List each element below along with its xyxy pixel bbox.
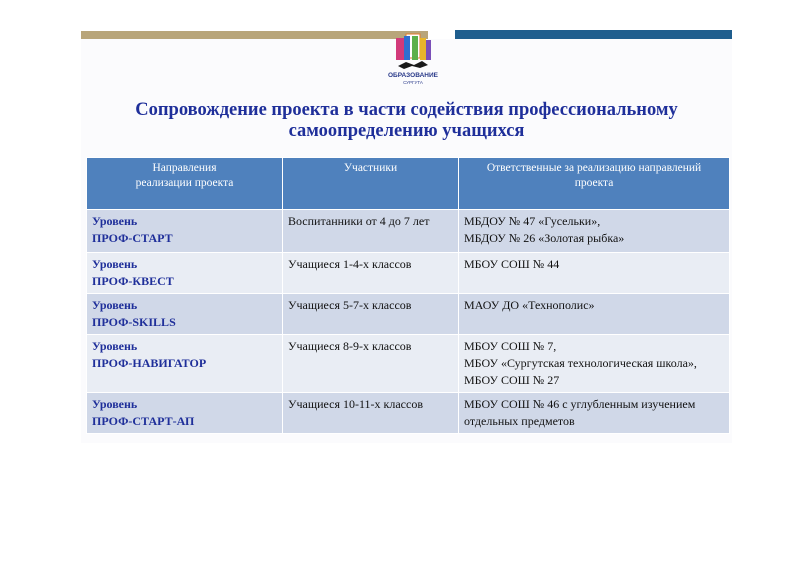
header-responsible: Ответственные за реализацию направлений проекта xyxy=(459,158,730,210)
title-line-2: самоопределению учащихся xyxy=(288,121,525,141)
header-directions: Направления реализации проекта xyxy=(87,158,283,210)
svg-text:ОБРАЗОВАНИЕ: ОБРАЗОВАНИЕ xyxy=(388,72,438,79)
participants-cell: Учащиеся 5-7-х классов xyxy=(283,294,459,335)
responsible-cell: МБОУ СОШ № 46 с углубленным изучением отдельных предметов xyxy=(459,393,730,434)
project-table xyxy=(86,157,730,434)
level-cell: Уровень ПРОФ-SKILLS xyxy=(87,294,283,335)
participants-cell: Воспитанники от 4 до 7 лет xyxy=(283,210,459,253)
participants-cell: Учащиеся 10-11-х классов xyxy=(283,393,459,434)
participants-cell: Учащиеся 8-9-х классов xyxy=(283,335,459,393)
level-cell: Уровень ПРОФ-КВЕСТ xyxy=(87,253,283,294)
responsible-cell: МБДОУ № 47 «Гусельки», МБДОУ № 26 «Золотая рыбка» xyxy=(459,210,730,253)
responsible-cell: МБОУ СОШ № 44 xyxy=(459,253,730,294)
table-row xyxy=(87,393,730,434)
header-bar-right xyxy=(455,30,732,39)
header-participants: Участники xyxy=(283,158,459,210)
table-row xyxy=(87,253,730,294)
level-cell: Уровень ПРОФ-СТАРТ xyxy=(87,210,283,253)
header-bar-left xyxy=(81,31,428,39)
level-cell: Уровень ПРОФ-СТАРТ-АП xyxy=(87,393,283,434)
obrazovanie-surguta-logo xyxy=(384,32,442,90)
responsible-cell: МАОУ ДО «Технополис» xyxy=(459,294,730,335)
table-row xyxy=(87,210,730,253)
responsible-cell: МБОУ СОШ № 7, МБОУ «Сургутская технологическая школа», МБОУ СОШ № 27 xyxy=(459,335,730,393)
svg-text:СУРГУТА: СУРГУТА xyxy=(403,80,423,85)
level-cell: Уровень ПРОФ-НАВИГАТОР xyxy=(87,335,283,393)
page-title xyxy=(81,100,732,142)
table-row xyxy=(87,335,730,393)
participants-cell: Учащиеся 1-4-х классов xyxy=(283,253,459,294)
table-header-row xyxy=(87,158,730,210)
table-row xyxy=(87,294,730,335)
title-line-1: Сопровождение проекта в части содействия профессиональному xyxy=(135,100,678,120)
